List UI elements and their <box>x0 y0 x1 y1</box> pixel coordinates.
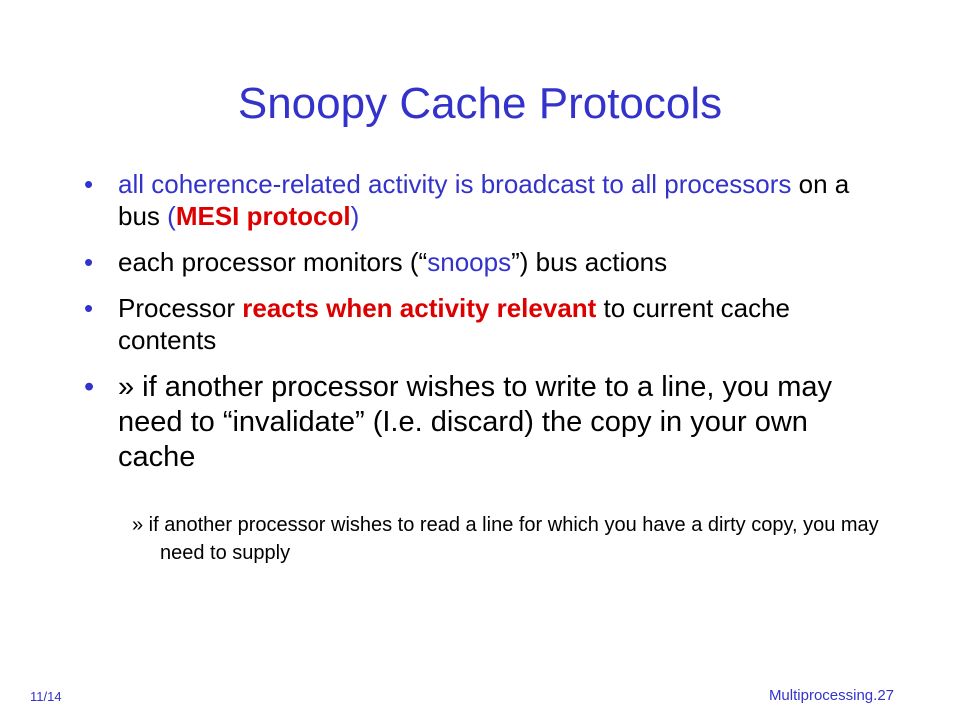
bullet-icon: • <box>84 169 94 199</box>
bullet-icon: • <box>84 293 94 323</box>
bullet-text: ”) bus actions <box>511 247 668 277</box>
bullet-text: ( <box>167 201 176 231</box>
bullet-icon: • <box>84 247 94 277</box>
highlight-text: reacts when activity relevant <box>242 293 597 323</box>
highlight-text: MESI protocol <box>175 201 351 231</box>
bullet-text: on a bus <box>118 169 850 231</box>
sub-bullet-supply: » if another processor wishes to read a line for which you have a dirty copy, you may need to supply <box>132 514 879 564</box>
bullet-item-reacts <box>84 292 884 356</box>
bullet-item-snoops <box>84 246 884 278</box>
bullet-text: » if another processor wishes to write to a line, you may need to “invalidate” (I.e. discard) the copy in your own cache <box>118 371 833 473</box>
footer-date: 11/14 <box>30 689 62 704</box>
bullet-item-invalidate <box>84 370 884 475</box>
bullet-text: ) <box>350 201 360 231</box>
bullet-text: Processor <box>118 293 243 323</box>
bullet-list <box>84 168 884 483</box>
highlight-text: snoops <box>427 247 512 277</box>
slide-title: Snoopy Cache Protocols <box>237 79 723 128</box>
bullet-icon: • <box>84 371 95 403</box>
bullet-text: all coherence-related activity is broadcast to all processors <box>118 169 792 199</box>
bullet-text: each processor monitors (“ <box>118 247 428 277</box>
bullet-text: to current cache contents <box>118 293 790 355</box>
bullet-item-broadcast <box>84 168 884 232</box>
footer-page-number: Multiprocessing.27 <box>768 687 894 704</box>
